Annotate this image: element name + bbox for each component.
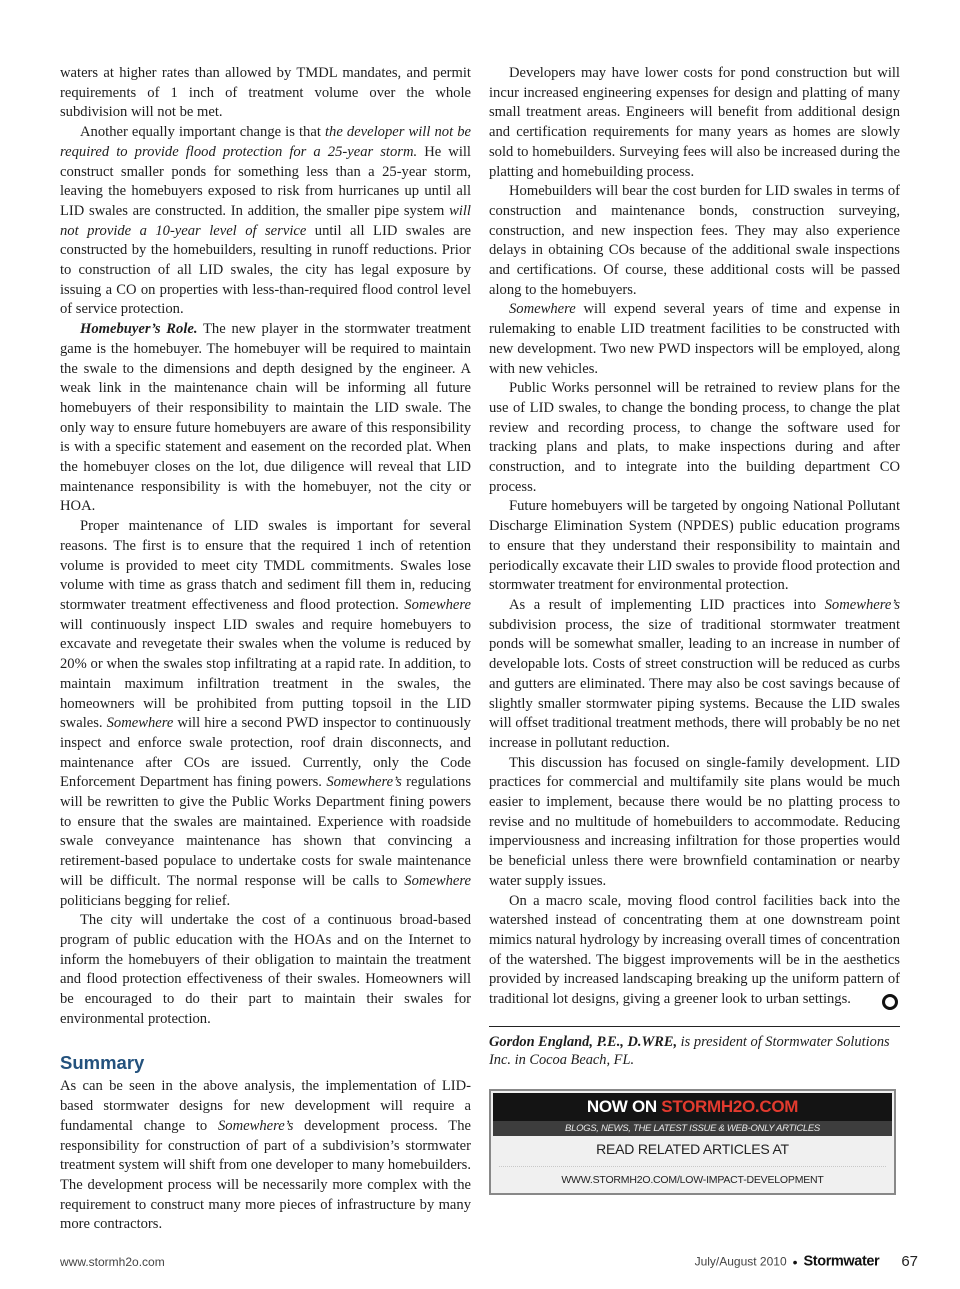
text-run: Another equally important change is that	[80, 124, 325, 141]
paragraph	[60, 517, 471, 911]
web-promo-box[interactable]	[489, 1089, 896, 1195]
paragraph	[60, 123, 471, 320]
text-run: will hire a second PWD inspector to continuously inspect and enforce swale protection, roof drain disconnects, and maintenance after COs are issued. Currently, only the Code Enforcement Department has fining powers.	[60, 715, 471, 791]
promo-now-on: NOW ON	[586, 1096, 662, 1116]
text-run: development process. The responsibility for construction of part of a subdivision’s stormwater treatment system will shift from one developer to many homebuilders. The development process will be necessarily more complex with the requirement to construct many more pieces of infrastructure by many more contractors.	[60, 1117, 471, 1233]
text-run: As can be seen in the above analysis, the implementation of LID-based stormwater designs for new development will require a fundamental change to	[60, 1078, 471, 1134]
emphasis-text: Somewhere	[509, 301, 576, 318]
text-run: Proper maintenance of LID swales is important for several reasons. The first is to ensure that the required 1 inch of retention volume is provided to meet city TMDL commitments. Swales lose volume with time as grass thatch and sediment fill them in, reducing stormwater treatment effectiveness and flood protection.	[60, 518, 471, 613]
left-column	[60, 64, 471, 1235]
paragraph: Developers may have lower costs for pond construction but will incur increased engineering expenses for design and platting of many small treatment areas. Engineers will benefit from additional design and certification requirements for many years as homes are slowly sold to homebuilders. Surveying fees will also be increased during the platting and homebuilding process.	[489, 65, 900, 180]
promo-site-link[interactable]: STORMH2O.COM	[661, 1096, 799, 1116]
paragraph: The city will undertake the cost of a continuous broad-based program of public education with the HOAs and on the Internet to inform the homebuyers of their obligation to maintain the treatment and flood protection effectiveness of their swales. Homeowners will be encouraged to do their part to maintain their swales for environmental protection.	[60, 912, 471, 1027]
footer-bullet: •	[792, 1253, 798, 1270]
paragraph: This discussion has focused on single-family development. LID practices for commercial and multifamily site plans would be much easier to implement, because there would be no platting process to revise and no multitude of homebuilders to accommodate. Reducing imperviousness and increasing infiltration for those properties would be beneficial unless there were brownfield contamination or nearby water supply issues.	[489, 754, 900, 889]
emphasis-text: Somewhere	[106, 715, 174, 732]
text-run: As a result of implementing LID practices into	[509, 596, 825, 613]
footer-website[interactable]: www.stormh2o.com	[60, 1255, 165, 1269]
text-run: politicians begging for relief.	[60, 892, 231, 909]
paragraph-final	[489, 892, 900, 1010]
text-run: regulations will be rewritten to give the Public Works Department fining powers to ensure that the swales are maintained. Experience with roadside swale conveyance maintenance has shown that convincing a retirement-based populace to undertake costs for swale maintenance will be difficult. The normal response will be calls to	[60, 774, 471, 889]
page-number: 67	[901, 1253, 918, 1270]
paragraph: Public Works personnel will be retrained to review plans for the use of LID swales, to change the bonding process, to change the plat review and recording process, to change the software used for tracking plans and plats, to make inspections during and after construction, and to integrate into the building department CO process.	[489, 380, 900, 495]
text-run: will continuously inspect LID swales and require homebuyers to excavate and revegetate their swales when the volume is reduced by 20% or when the swales stop infiltrating at a rapid rate. In addition, to maintain maximum infiltration treatment in the swales, the homeowners will be prohibited from putting topsoil in the LID swales.	[60, 616, 471, 732]
paragraph	[489, 596, 900, 754]
paragraph: waters at higher rates than allowed by TMDL mandates, and permit requirements of 1 inch of treatment volume over the whole subdivision will not be met.	[60, 65, 471, 121]
right-column	[489, 64, 900, 1195]
footer-issue-date: July/August 2010	[694, 1254, 787, 1269]
author-name: Gordon England, P.E., D.WRE,	[489, 1033, 678, 1050]
text-run: subdivision process, the size of traditional stormwater treatment ponds will be somewhat smaller, leading to an increase in number of developable lots. Costs of street construction will be reduced as curbs and gutters are eliminated. There may also be cost savings because of slightly smaller stormwater piping systems. Because the LID swales will offset traditional treatment methods, there will probably be no net increase in pollutant reduction.	[489, 616, 900, 751]
paragraph-text: On a macro scale, moving flood control facilities back into the watershed instead of concentrating them at one downstream point mimics natural hydrology by increasing overall times of concentration of the watershed. The biggest improvements will be in the aesthetics provided by increased landscaping breaking up the uniform pattern of traditional lot designs, giving a greener look to urban settings.	[489, 892, 900, 1008]
text-run: The new player in the stormwater treatment game is the homebuyer. The homebuyer will be required to maintain the swale to the dimensions and depth designed by the engineer. A weak link in the maintenance chain will be informing all future homebuyers of their responsibility to maintain the LID swale. The only way to ensure future homebuyers are aware of this responsibility is with a specific statement and easement on the recorded plat. When the homebuyer closes on the lot, due diligence will reveal that LID maintenance responsibility is with the homebuyer, not the city or HOA.	[60, 321, 471, 515]
emphasis-text: the developer will not be required to provide flood protection for a 25-year storm.	[60, 124, 471, 160]
promo-read-label: READ RELATED ARTICLES AT	[596, 1140, 789, 1157]
footer-folio	[695, 1253, 918, 1270]
emphasis-text: Somewhere	[404, 872, 471, 889]
summary-heading: Summary	[60, 1052, 145, 1074]
author-bio	[489, 1026, 900, 1069]
author-description: is president of Stormwater Solutions Inc. in Cocoa Beach, FL.	[489, 1033, 890, 1068]
promo-header	[493, 1093, 892, 1121]
page-footer	[60, 1253, 918, 1273]
emphasis-text: Somewhere’s	[824, 596, 900, 613]
emphasis-text: Somewhere	[404, 596, 471, 613]
promo-tagline: BLOGS, NEWS, THE LATEST ISSUE & WEB-ONLY ARTICLES	[493, 1121, 892, 1136]
text-run: will expend several years of time and expense in rulemaking to enable LID treatment facilities to be constructed with new development. Two new PWD inspectors will be employed, along with new vehicles.	[489, 301, 900, 377]
paragraph	[489, 300, 900, 379]
emphasis-text: Somewhere’s	[326, 774, 402, 791]
end-of-article-icon	[882, 994, 898, 1010]
paragraph-homebuyers-role	[60, 320, 471, 517]
footer-magazine-name: Stormwater	[803, 1253, 880, 1270]
emphasis-text: Homebuyer’s Role.	[80, 321, 198, 338]
emphasis-text: Somewhere’s	[218, 1117, 294, 1134]
emphasis-text: will not provide a 10-year level of service	[60, 202, 471, 239]
text-run: until all LID swales are constructed by the homebuilders, resulting in runoff reductions. Prior to construction of all LID swales, the city has legal exposure by issuing a CO on properties with less-than-required flood control level of service protection.	[60, 222, 471, 318]
paragraph: Homebuilders will bear the cost burden for LID swales in terms of construction and maintenance bonds, construction surveying, construction, and new inspection fees. They may also experience delays in obtaining COs because of the additional swale inspections and certifications. Of course, these additional costs will be passed along to the homebuyers.	[489, 183, 900, 298]
text-run: He will construct smaller ponds for something less than a 25-year storm, leaving the homebuyers exposed to risk from hurricanes up until all LID swales are constructed. In addition, the smaller pipe system	[60, 143, 471, 219]
paragraph: Future homebuyers will be targeted by ongoing National Pollutant Discharge Elimination System (NPDES) public education programs to ensure that they understand their responsibility to maintain and periodically excavate their LID swales to provide flood protection and stormwater treatment for environmental protection.	[489, 498, 900, 594]
promo-url-link[interactable]: WWW.STORMH2O.COM/LOW-IMPACT-DEVELOPMENT	[561, 1173, 824, 1186]
paragraph	[60, 1077, 471, 1235]
